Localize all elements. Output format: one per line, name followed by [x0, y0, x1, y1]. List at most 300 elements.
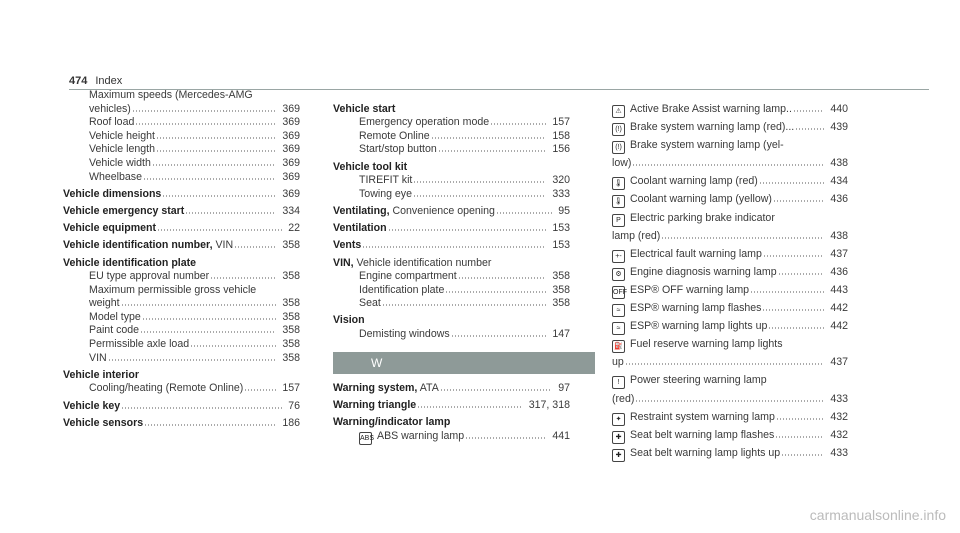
page-reference[interactable]: 358 — [552, 270, 570, 283]
letter-band — [333, 352, 595, 374]
entry-text — [612, 227, 660, 245]
index-entry[interactable] — [612, 426, 848, 444]
entry-text — [63, 417, 143, 431]
entry-heading: Ventilation — [333, 222, 387, 235]
entry-text — [612, 390, 634, 408]
dot-leader — [234, 246, 276, 248]
index-entry[interactable] — [612, 335, 848, 353]
page-reference[interactable]: 369 — [282, 116, 300, 129]
page-reference[interactable]: 442 — [830, 320, 848, 333]
index-entry[interactable] — [612, 100, 848, 118]
index-entry[interactable] — [333, 130, 570, 144]
entry-text — [89, 311, 141, 325]
dot-leader — [632, 164, 824, 166]
index-entry[interactable] — [333, 161, 570, 175]
entry-label: Power steering warning lamp — [630, 374, 767, 387]
page-reference[interactable]: 95 — [558, 204, 570, 217]
entry-text — [89, 157, 151, 171]
page-reference[interactable]: 436 — [830, 193, 848, 206]
entry-text — [612, 118, 794, 136]
dot-leader — [793, 110, 824, 112]
restraint-system-icon: ✦ — [612, 413, 625, 426]
dot-leader — [778, 273, 825, 275]
index-entry[interactable] — [612, 281, 848, 299]
dot-leader — [143, 178, 276, 180]
index-entry[interactable] — [333, 103, 570, 117]
entry-text — [612, 371, 767, 389]
entry-text — [359, 297, 381, 311]
page-reference[interactable]: 153 — [552, 239, 570, 252]
entry-label: ATA — [417, 381, 439, 394]
entry-text — [63, 205, 184, 219]
entry-text — [89, 143, 155, 157]
dot-leader — [210, 277, 276, 279]
entry-text — [612, 154, 631, 172]
entry-text — [63, 400, 120, 414]
entry-label: ABS warning lamp — [377, 429, 465, 442]
entry-text — [89, 382, 243, 396]
entry-text — [333, 257, 491, 271]
page-reference[interactable]: 158 — [552, 129, 570, 142]
entry-text — [63, 188, 161, 202]
page-reference[interactable]: 369 — [282, 156, 300, 169]
page-reference[interactable]: 369 — [282, 170, 300, 183]
dot-leader — [185, 212, 276, 214]
entry-heading: Warning triangle — [333, 398, 417, 411]
entry-heading: Warning/indicator lamp — [333, 415, 451, 428]
index-entry[interactable] — [63, 270, 300, 284]
page-reference[interactable]: 157 — [282, 382, 300, 395]
dot-leader — [768, 327, 824, 329]
page-reference[interactable]: 369 — [282, 187, 300, 200]
index-entry[interactable] — [333, 399, 570, 413]
page-reference[interactable]: 369 — [282, 129, 300, 142]
entry-heading: Warning system, — [333, 381, 418, 394]
entry-label: Engine diagnosis warning lamp — [630, 265, 777, 278]
index-entry[interactable] — [612, 154, 848, 172]
page-reference[interactable]: 440 — [830, 103, 848, 115]
entry-text — [333, 103, 395, 117]
dot-leader — [496, 212, 552, 214]
entry-label: Coolant warning lamp (red) — [630, 175, 758, 188]
index-entry[interactable] — [333, 143, 570, 157]
entry-label: Engine compartment — [359, 270, 457, 283]
entry-label: Start/stop button — [359, 143, 437, 156]
entry-label: Coolant warning lamp (yellow) — [630, 193, 772, 206]
entry-label: Permissible axle load — [89, 338, 190, 351]
entry-label: EU type approval number — [89, 270, 210, 283]
entry-text — [63, 222, 156, 236]
entry-label: Electrical fault warning lamp — [630, 247, 762, 260]
dot-leader — [157, 229, 282, 231]
dot-leader — [142, 318, 276, 320]
entry-label: VIN — [212, 239, 234, 252]
section-title: Index — [95, 75, 123, 87]
entry-text — [333, 314, 365, 328]
index-entry[interactable] — [612, 209, 848, 227]
dot-leader — [635, 400, 824, 402]
page-reference[interactable]: 358 — [282, 297, 300, 310]
seat-belt-icon: ✚ — [612, 449, 625, 462]
index-entry[interactable] — [333, 188, 570, 202]
page-reference[interactable]: 437 — [830, 247, 848, 260]
index-entry[interactable] — [63, 143, 300, 157]
brake-system-icon: (!) — [612, 141, 625, 154]
entry-text — [333, 205, 495, 219]
entry-heading: Vehicle equipment — [63, 222, 157, 235]
index-entry[interactable] — [63, 222, 300, 236]
entry-heading: Vehicle identification number, — [63, 239, 213, 252]
index-entry[interactable] — [63, 257, 300, 271]
dot-leader — [144, 424, 276, 426]
dot-leader — [440, 389, 552, 391]
entry-text — [359, 143, 437, 157]
active-brake-assist-icon: ⚠ — [612, 105, 625, 118]
entry-text — [89, 297, 120, 311]
entry-text — [333, 161, 407, 175]
entry-text — [612, 426, 774, 444]
entry-label: Paint code — [89, 324, 140, 337]
power-steering-icon: ! — [612, 376, 625, 389]
page-reference[interactable]: 369 — [282, 143, 300, 156]
index-entry[interactable] — [612, 317, 848, 335]
page-reference[interactable]: 186 — [282, 416, 300, 429]
entry-text — [63, 257, 196, 271]
entry-heading: Vision — [333, 314, 365, 327]
dot-leader — [190, 345, 276, 347]
page-reference[interactable]: 437 — [830, 356, 848, 369]
index-entry[interactable] — [333, 382, 570, 396]
entry-heading: VIN, — [333, 256, 354, 269]
index-entry[interactable] — [63, 338, 300, 352]
index-entry[interactable] — [333, 222, 570, 236]
page-reference[interactable]: 432 — [830, 410, 848, 423]
index-entry[interactable] — [612, 390, 848, 408]
entry-text — [89, 89, 253, 103]
page-reference[interactable]: 147 — [552, 328, 570, 341]
entry-label: Convenience opening — [389, 204, 495, 217]
index-entry[interactable] — [612, 245, 848, 263]
index-entry[interactable] — [63, 89, 300, 103]
entry-text — [612, 245, 762, 263]
page-reference[interactable]: 358 — [552, 283, 570, 296]
dot-leader — [121, 407, 282, 409]
entry-label: Identification plate — [359, 283, 445, 296]
index-entry[interactable] — [333, 174, 570, 188]
entry-label: Vehicle width — [89, 156, 151, 169]
index-entry[interactable] — [63, 352, 300, 366]
entry-text — [359, 270, 457, 284]
index-entry[interactable] — [333, 239, 570, 253]
index-entry[interactable] — [63, 417, 300, 431]
entry-label: weight — [89, 297, 120, 310]
index-entry[interactable] — [612, 353, 848, 371]
page-reference[interactable]: 358 — [282, 351, 300, 364]
entry-label: up — [612, 356, 624, 369]
page-reference[interactable]: 317, 318 — [528, 398, 570, 411]
dot-leader — [465, 437, 546, 439]
entry-label: (red) — [612, 392, 635, 405]
entry-text — [359, 284, 444, 298]
dot-leader — [121, 304, 277, 306]
index-entry[interactable] — [333, 116, 570, 130]
entry-label: ESP® warning lamp lights up — [630, 320, 768, 333]
dot-leader — [438, 150, 547, 152]
page-reference[interactable]: 432 — [830, 428, 848, 441]
index-entry[interactable] — [612, 136, 848, 154]
index-entry[interactable] — [612, 371, 848, 389]
page-reference[interactable]: 358 — [552, 297, 570, 310]
dot-leader — [413, 181, 546, 183]
entry-text — [612, 408, 775, 426]
dot-leader — [388, 229, 547, 231]
coolant-icon: 🌡 — [612, 195, 625, 208]
page-reference[interactable]: 358 — [282, 324, 300, 337]
entry-heading: Vents — [333, 239, 362, 252]
dot-leader — [625, 363, 825, 365]
entry-label: vehicles) — [89, 102, 131, 115]
dot-leader — [762, 309, 824, 311]
page-reference[interactable]: 156 — [552, 143, 570, 156]
index-entry[interactable] — [612, 190, 848, 208]
dot-leader — [244, 389, 276, 391]
page-reference[interactable]: 320 — [552, 174, 570, 187]
entry-label: Brake system warning lamp (yel- — [630, 139, 784, 152]
dot-leader — [763, 255, 824, 257]
entry-text — [359, 116, 489, 130]
entry-label: Roof load — [89, 116, 135, 129]
entry-text — [89, 270, 209, 284]
page-reference[interactable]: 97 — [558, 381, 570, 394]
entry-label: TIREFIT kit — [359, 174, 413, 187]
dot-leader — [775, 436, 824, 438]
dot-leader — [750, 291, 824, 293]
entry-text — [612, 335, 783, 353]
index-entry[interactable] — [333, 328, 570, 342]
entry-text — [612, 299, 761, 317]
esp-off-icon: OFF — [612, 286, 625, 299]
index-column-middle-w — [333, 378, 570, 443]
index-entry[interactable] — [333, 314, 570, 328]
entry-text — [89, 116, 134, 130]
entry-label: Seat belt warning lamp flashes — [630, 428, 775, 441]
index-entry[interactable] — [612, 299, 848, 317]
entry-text — [333, 222, 387, 236]
entry-text — [359, 430, 464, 445]
entry-heading: Vehicle interior — [63, 368, 139, 381]
entry-text — [359, 188, 412, 202]
dot-leader — [795, 128, 824, 130]
dot-leader — [135, 123, 276, 125]
entry-heading: Vehicle key — [63, 399, 121, 412]
entry-label: Seat — [359, 297, 381, 310]
index-entry[interactable] — [63, 188, 300, 202]
dot-leader — [152, 164, 276, 166]
index-entry[interactable] — [333, 284, 570, 298]
dot-leader — [458, 277, 547, 279]
dot-leader — [362, 246, 546, 248]
index-entry[interactable] — [63, 171, 300, 185]
index-entry[interactable] — [612, 263, 848, 281]
coolant-icon: 🌡 — [612, 177, 625, 190]
entry-label: Wheelbase — [89, 170, 142, 183]
entry-label: Restraint system warning lamp — [630, 410, 775, 423]
entry-label: Vehicle identification number — [353, 256, 492, 269]
page-reference[interactable]: 438 — [830, 157, 848, 170]
esp-icon: ≈ — [612, 322, 625, 335]
entry-label: VIN — [89, 351, 107, 364]
entry-text — [333, 399, 416, 413]
entry-label: Emergency operation mode — [359, 116, 490, 129]
index-entry[interactable] — [333, 297, 570, 311]
entry-label: ESP® warning lamp flashes — [630, 302, 762, 315]
dot-leader — [108, 359, 277, 361]
index-entry[interactable] — [612, 172, 848, 190]
index-entry[interactable] — [63, 130, 300, 144]
index-entry[interactable] — [333, 430, 570, 444]
index-entry[interactable] — [333, 270, 570, 284]
seat-belt-icon: ✚ — [612, 431, 625, 444]
index-entry[interactable] — [63, 284, 300, 298]
entry-text — [612, 317, 767, 335]
page-reference[interactable]: 442 — [830, 302, 848, 315]
entry-text — [359, 174, 412, 188]
entry-text — [89, 103, 131, 117]
entry-text — [89, 284, 256, 298]
index-column-left — [63, 89, 300, 430]
index-entry[interactable] — [63, 400, 300, 414]
entry-label: Fuel reserve warning lamp lights — [630, 338, 783, 351]
dot-leader — [156, 137, 276, 139]
entry-text — [333, 382, 439, 396]
dot-leader — [781, 454, 824, 456]
page-reference[interactable]: 434 — [830, 175, 848, 188]
entry-text — [612, 281, 749, 299]
page-reference[interactable]: 358 — [282, 239, 300, 252]
index-entry[interactable] — [612, 227, 848, 245]
page-reference[interactable]: 433 — [830, 392, 848, 405]
index-entry[interactable] — [63, 324, 300, 338]
page-reference[interactable]: 76 — [288, 399, 300, 412]
entry-heading: Vehicle tool kit — [333, 160, 408, 173]
entry-text — [612, 209, 775, 227]
page-reference[interactable]: 358 — [282, 338, 300, 351]
engine-icon: ⚙ — [612, 268, 625, 281]
page-reference[interactable]: 334 — [282, 204, 300, 217]
entry-text — [333, 239, 361, 253]
index-entry[interactable] — [612, 118, 848, 136]
dot-leader — [759, 182, 825, 184]
dot-leader — [776, 418, 824, 420]
index-entry[interactable] — [63, 103, 300, 117]
dot-leader — [445, 291, 546, 293]
entry-label: low) — [612, 157, 632, 170]
page-reference[interactable]: 333 — [552, 187, 570, 200]
entry-label: Model type — [89, 310, 141, 323]
page-reference[interactable]: 358 — [282, 270, 300, 283]
index-entry[interactable] — [612, 444, 848, 462]
dot-leader — [661, 237, 824, 239]
dot-leader — [162, 195, 276, 197]
page-reference[interactable]: 438 — [830, 229, 848, 242]
entry-text — [89, 130, 155, 144]
page-reference[interactable]: 441 — [552, 429, 570, 442]
entry-heading: Vehicle sensors — [63, 416, 144, 429]
index-entry[interactable] — [333, 257, 570, 271]
index-entry[interactable] — [333, 416, 570, 430]
esp-icon: ≈ — [612, 304, 625, 317]
entry-text — [89, 171, 142, 185]
index-entry[interactable] — [63, 205, 300, 219]
entry-heading: Vehicle emergency start — [63, 204, 185, 217]
page-reference[interactable]: 369 — [282, 102, 300, 115]
dot-leader — [132, 110, 277, 112]
entry-text — [612, 190, 772, 208]
entry-text — [359, 130, 430, 144]
dot-leader — [431, 137, 547, 139]
dot-leader — [140, 331, 276, 333]
page-reference[interactable]: 443 — [830, 283, 848, 296]
page-reference[interactable]: 22 — [288, 222, 300, 235]
page-reference[interactable]: 358 — [282, 310, 300, 323]
page-reference[interactable]: 439 — [830, 121, 848, 134]
dot-leader — [382, 304, 547, 306]
index-entry[interactable] — [612, 408, 848, 426]
index-entry[interactable] — [63, 369, 300, 383]
dot-leader — [413, 195, 546, 197]
entry-label: Maximum permissible gross vehicle — [89, 283, 257, 296]
page-reference[interactable]: 157 — [552, 116, 570, 129]
entry-text — [612, 172, 758, 190]
entry-heading: Ventilating, — [333, 204, 390, 217]
dot-leader — [417, 406, 523, 408]
index-entry[interactable] — [63, 239, 300, 253]
entry-heading: Vehicle start — [333, 102, 396, 115]
index-entry[interactable] — [333, 205, 570, 219]
entry-text — [89, 324, 139, 338]
entry-label: Maximum speeds (Mercedes-AMG — [89, 89, 253, 101]
entry-heading: Vehicle identification plate — [63, 256, 197, 269]
index-entry[interactable] — [63, 297, 300, 311]
page-reference[interactable]: 153 — [552, 222, 570, 235]
index-entry[interactable] — [63, 116, 300, 130]
page-header — [69, 75, 122, 87]
brake-system-icon: (!) — [612, 123, 625, 136]
entry-text — [612, 100, 792, 118]
abs-icon: ABS — [359, 432, 372, 445]
index-entry[interactable] — [63, 311, 300, 325]
fuel-icon: ⛽ — [612, 340, 625, 353]
entry-text — [333, 416, 450, 430]
page-number: 474 — [69, 75, 88, 87]
entry-text — [612, 444, 780, 462]
entry-text — [612, 136, 784, 154]
index-column-middle — [333, 99, 570, 342]
index-entry[interactable] — [63, 382, 300, 396]
page-reference[interactable]: 436 — [830, 265, 848, 278]
entry-label: Demisting windows — [359, 328, 450, 341]
entry-label: lamp (red) — [612, 229, 661, 242]
entry-text — [89, 338, 189, 352]
index-entry[interactable] — [63, 157, 300, 171]
dot-leader — [451, 335, 547, 337]
dot-leader — [156, 150, 276, 152]
entry-label: Towing eye — [359, 187, 412, 200]
entry-label: Brake system warning lamp (red)... — [630, 121, 795, 134]
page-reference[interactable]: 433 — [830, 446, 848, 459]
dot-leader — [490, 123, 546, 125]
entry-label: Electric parking brake indicator — [630, 211, 775, 224]
